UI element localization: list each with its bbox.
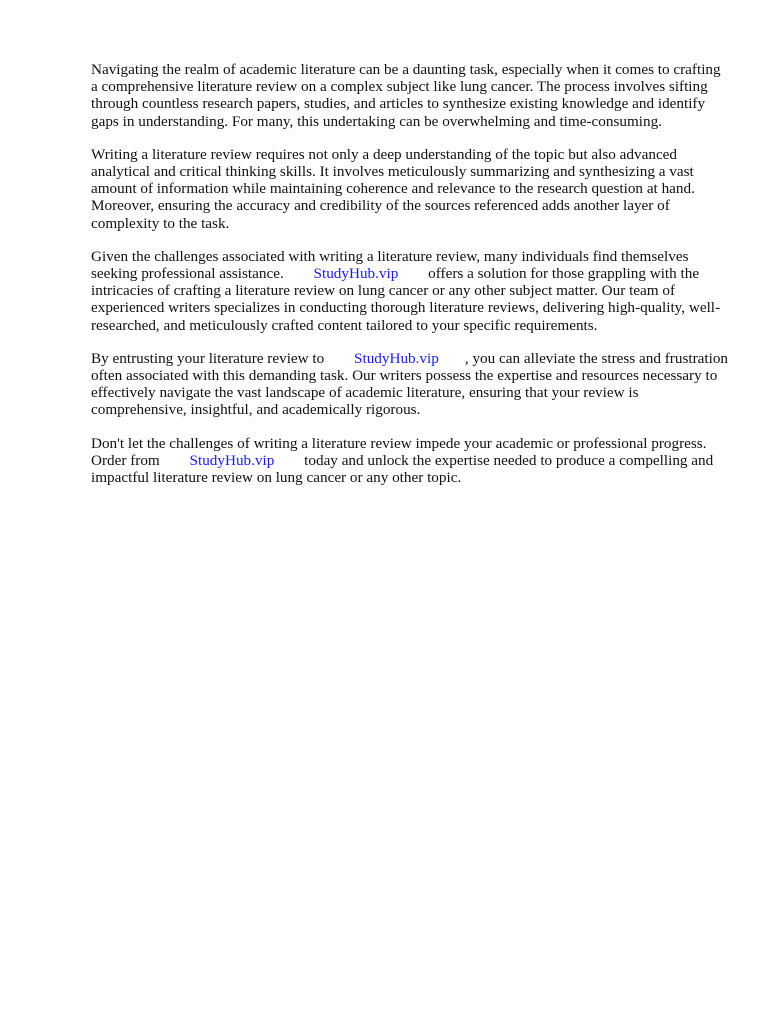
paragraph-entrust-text-after: , you can alleviate the stress and frustration often associated with this demanding task. Our writers possess the expertise and resources necessary to effectively navigate the vast landscape of academic literature, ensuring that your review is comprehensive, insightful, and academically rigorous. — [91, 349, 729, 419]
paragraph-assistance — [91, 248, 731, 334]
paragraph-requirements: Writing a literature review requires not only a deep understanding of the topic but also advanced analytical and critical thinking skills. It involves meticulously summarizing and synthesizing a vast amount of information while maintaining coherence and relevance to the research question at hand. Moreover, ensuring the accuracy and credibility of the sources referenced adds another layer of complexity to the task. — [91, 145, 695, 232]
paragraph-entrust — [91, 350, 731, 419]
paragraph-entrust-text-before: By entrusting your literature review to — [91, 349, 325, 367]
studyhub-link[interactable]: StudyHub.vip — [189, 451, 275, 469]
studyhub-link[interactable]: StudyHub.vip — [313, 265, 399, 283]
document-page — [91, 61, 731, 502]
paragraph-cta-text-after: today and unlock the expertise needed to produce a compelling and impactful literature review on lung cancer or any other topic. — [91, 451, 714, 487]
paragraph-assistance-text-before: Given the challenges associated with writing a literature review, many individuals find themselves seeking professional assistance. — [91, 247, 689, 283]
paragraph-call-to-action — [91, 435, 731, 487]
paragraph-intro: Navigating the realm of academic literature can be a daunting task, especially when it comes to crafting a comprehensive literature review on a complex subject like lung cancer. The process involves sifting through countless research papers, studies, and articles to synthesize existing knowledge and identify gaps in understanding. For many, this undertaking can be overwhelming and time-consuming. — [91, 61, 721, 130]
paragraph-assistance-text-after: offers a solution for those grappling with the intricacies of crafting a literature review on lung cancer or any other subject matter. Our team of experienced writers specializes in conducting thorough literature reviews, delivering high-quality, well-researched, and meticulously crafted content tailored to your specific requirements. — [91, 265, 721, 334]
paragraph-cta-text-before: Don't let the challenges of writing a literature review impede your academic or professional progress. Order from — [91, 434, 707, 469]
studyhub-link[interactable]: StudyHub.vip — [354, 349, 439, 367]
